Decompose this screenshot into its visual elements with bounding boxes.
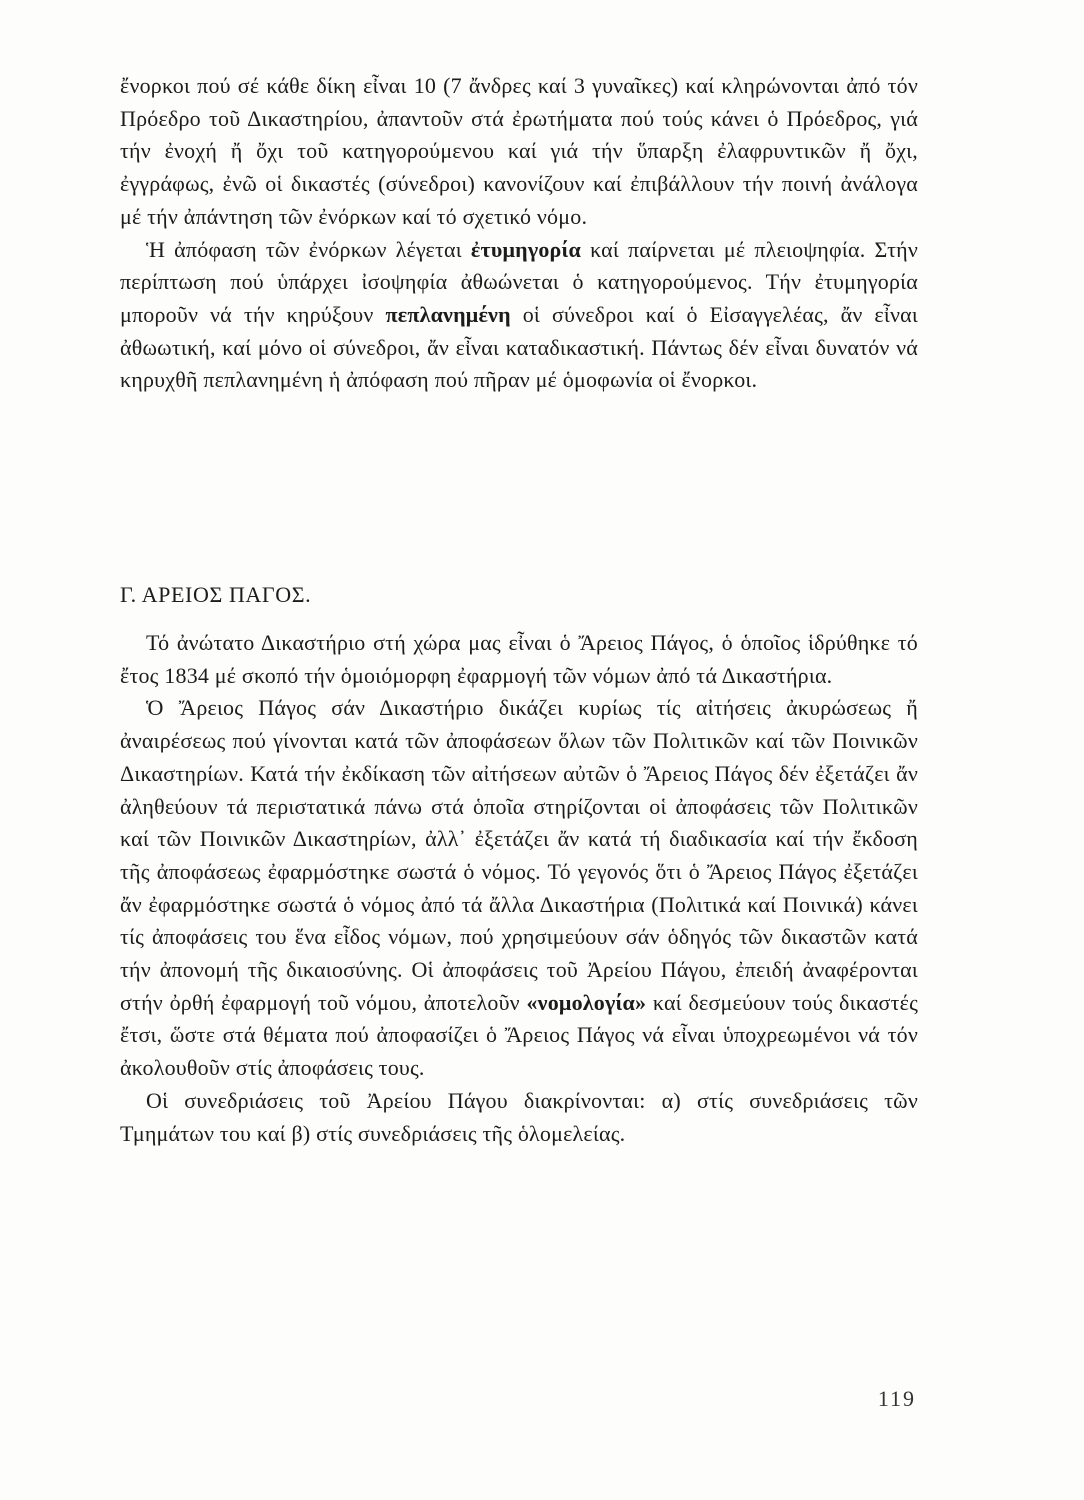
term-jurisprudence: «νομολογία» (526, 989, 647, 1015)
sessions-text: Οἱ συνεδριάσεις τοῦ Ἀρείου Πάγου διακρίνονται: α) στίς συνεδριάσεις τῶν Τμημάτων του καί β) στίς συνεδριάσεις τῆς ὁλομελείας. (120, 1087, 918, 1146)
jurisdiction-text-b: καί δεσμεύουν τούς δικαστές ἔτσι, ὥστε στά θέματα πού ἀποφασίζει ὁ Ἄρειος Πάγος νά εἶναι ὑποχρεωμένοι νά τόν ἀκολουθοῦν στίς ἀποφάσεις τους. (120, 989, 918, 1081)
term-verdict: ἐτυμηγορία (470, 236, 582, 262)
section-heading: Γ. ΑΡΕΙΟΣ ΠΑΓΟΣ. (120, 582, 312, 607)
term-mistaken: πεπλανημένη (385, 301, 511, 327)
paragraph-jurors-text: ἔνορκοι πού σέ κάθε δίκη εἶναι 10 (7 ἄνδρες καί 3 γυναῖκες) καί κληρώνονται ἀπό τόν Πρόεδρο τοῦ Δικαστηρίου, ἀπαντοῦν στά ἐρωτήματα πού τούς κάνει ὁ Πρόεδρος, γιά τήν ἐνοχή ἤ ὄχι τοῦ κατηγορούμενου καί γιά τήν ὕπαρξη ἐλαφρυντικῶν ἤ ὄχι, ἐγγράφως, ἐνῶ οἱ δικαστές (σύνεδροι) κανονίζουν καί ἐπιβάλλουν τήν ποινή ἀνάλογα μέ τήν ἀπάντηση τῶν ἐνόρκων καί τό σχετικό νόμο. (120, 73, 918, 229)
jury-section (120, 70, 918, 397)
supreme-court-text: Τό ἀνώτατο Δικαστήριο στή χώρα μας εἶναι ὁ Ἄρειος Πάγος, ὁ ὁποῖος ἱδρύθηκε τό ἔτος 1834 μέ σκοπό τήν ὁμοιόμορφη ἐφαρμογή τῶν νόμων ἀπό τά Δικαστήρια. (120, 630, 918, 688)
areios-pagos-section (120, 627, 918, 1150)
paragraph-verdict (120, 234, 918, 398)
verdict-text-a: Ἡ ἀπόφαση τῶν ἐνόρκων λέγεται (146, 236, 471, 262)
paragraph-sessions (120, 1085, 918, 1150)
page-number: 119 (877, 1386, 916, 1411)
paragraph-jurisdiction (120, 692, 918, 1084)
jurisdiction-text-a: Ὁ Ἄρειος Πάγος σάν Δικαστήριο δικάζει κυρίως τίς αἰτήσεις ἀκυρώσεως ἤ ἀναιρέσεως πού γίνονται κατά τῶν ἀποφάσεων ὅλων τῶν Πολιτικῶν καί τῶν Ποινικῶν Δικαστηρίων. Κατά τήν ἐκδίκαση τῶν αἰτήσεων αὐτῶν ὁ Ἄρειος Πάγος δέν ἐξετάζει ἄν ἀληθεύουν τά περιστατικά πάνω στά ὁποῖα στηρίζονται οἱ ἀποφάσεις τῶν Πολιτικῶν καί τῶν Ποινικῶν Δικαστηρίων, ἀλλ᾽ ἐξετάζει ἄν κατά τή διαδικασία καί τήν ἔκδοση τῆς ἀποφάσεως ἐφαρμόστηκε σωστά ὁ νόμος. Τό γεγονός ὅτι ὁ Ἄρειος Πάγος ἐξετάζει ἄν ἐφαρμόστηκε σωστά ὁ νόμος ἀπό τά ἄλλα Δικαστήρια (Πολιτικά καί Ποινικά) κάνει τίς ἀποφάσεις του ἕνα εἶδος νόμων, πού χρησιμεύουν σάν ὁδηγός τῶν δικαστῶν κατά τήν ἀπονομή τῆς δικαιοσύνης. Οἱ ἀποφάσεις τοῦ Ἀρείου Πάγου, ἐπειδή ἀναφέρονται στήν ὀρθή ἐφαρμογή τοῦ νόμου, ἀποτελοῦν (120, 695, 918, 1015)
paragraph-supreme-court (120, 627, 918, 692)
verdict-text-b: καί παίρνεται μέ πλειοψηφία. Στήν περίπτωση πού ὑπάρχει ἰσοψηφία ἀθωώνεται ὁ κατηγορούμενος. Τήν ἐτυμηγορία μποροῦν νά τήν κηρύξουν (120, 236, 918, 327)
paragraph-jurors (120, 70, 918, 234)
verdict-text-c: οἱ σύνεδροι καί ὁ Εἰσαγγελέας, ἄν εἶναι ἀθωωτική, καί μόνο οἱ σύνεδροι, ἄν εἶναι καταδικαστική. Πάντως δέν εἶναι δυνατόν νά κηρυχθῆ πεπλανημένη ἡ ἀπόφαση πού πῆραν μέ ὁμοφωνία οἱ ἔνορκοι. (120, 301, 918, 393)
